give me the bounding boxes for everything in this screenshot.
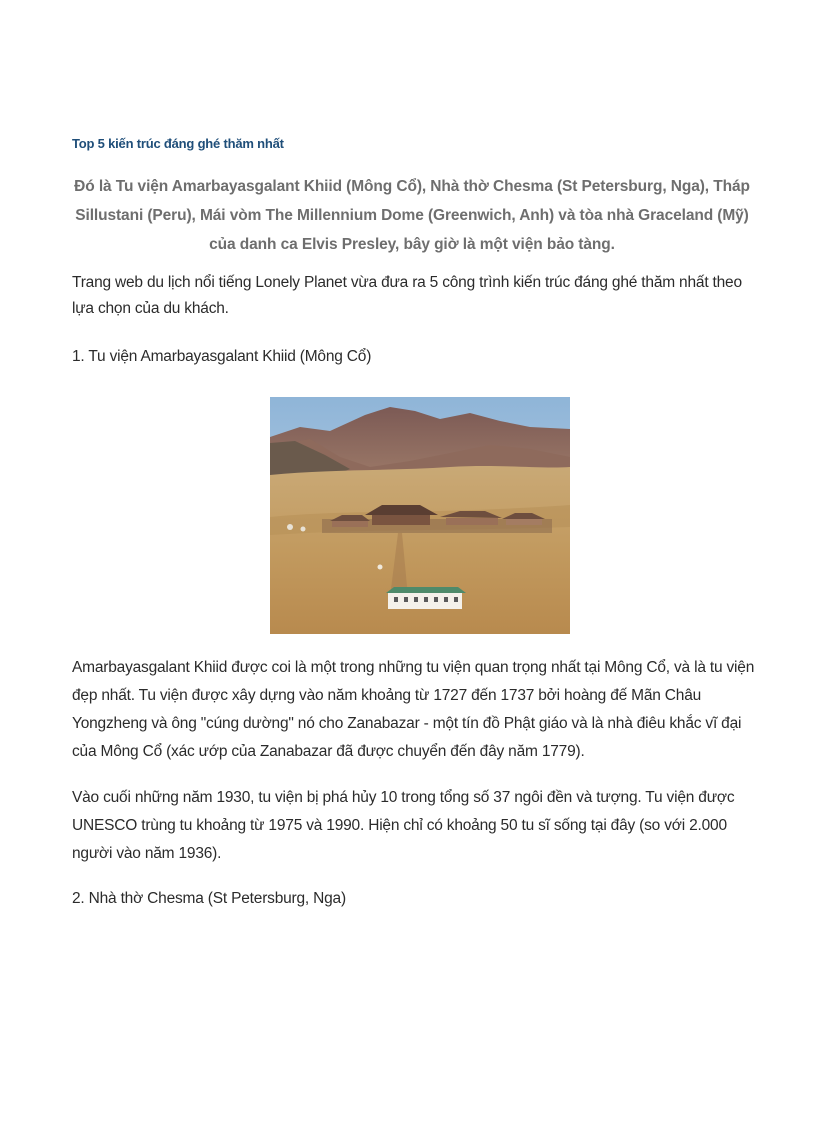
section1-paragraph-1: Amarbayasgalant Khiid được coi là một trong những tu viện quan trọng nhất tại Mông Cổ, và là tu viện đẹp nhất. Tu viện được xây dựng vào năm khoảng từ 1727 đến 1737 bởi hoàng đế Mãn Châu Yongzheng và ông "cúng dường" nó cho Zanabazar - một tín đồ Phật giáo và là nhà điêu khắc vĩ đại của Mông Cổ (xác ướp của Zanabazar đã được chuyển đến đây năm 1779). [72,659,755,760]
article-lead: Đó là Tu viện Amarbayasgalant Khiid (Mông Cổ), Nhà thờ Chesma (St Petersburg, Nga), Tháp Sillustani (Peru), Mái vòm The Millennium Dome (Greenwich, Anh) và tòa nhà Graceland (Mỹ) của danh ca Elvis Presley, bây giờ là một viện bảo tàng. [74,178,750,253]
section2-heading: 2. Nhà thờ Chesma (St Petersburg, Nga) [72,890,346,907]
section1-paragraph-2: Vào cuối những năm 1930, tu viện bị phá hủy 10 trong tổng số 37 ngôi đền và tượng. Tu viện được UNESCO trùng tu khoảng từ 1975 và 1990. Hiện chỉ có khoảng 50 tu sĩ sống tại đây (so với 2.000 người vào năm 1936). [72,789,735,862]
section1-heading: 1. Tu viện Amarbayasgalant Khiid (Mông Cổ) [72,348,372,365]
monastery-photo [270,397,570,634]
intro-paragraph: Trang web du lịch nổi tiếng Lonely Planet vừa đưa ra 5 công trình kiến trúc đáng ghé thăm nhất theo lựa chọn của du khách. [72,274,742,317]
article-title: Top 5 kiến trúc đáng ghé thăm nhất [72,136,284,151]
